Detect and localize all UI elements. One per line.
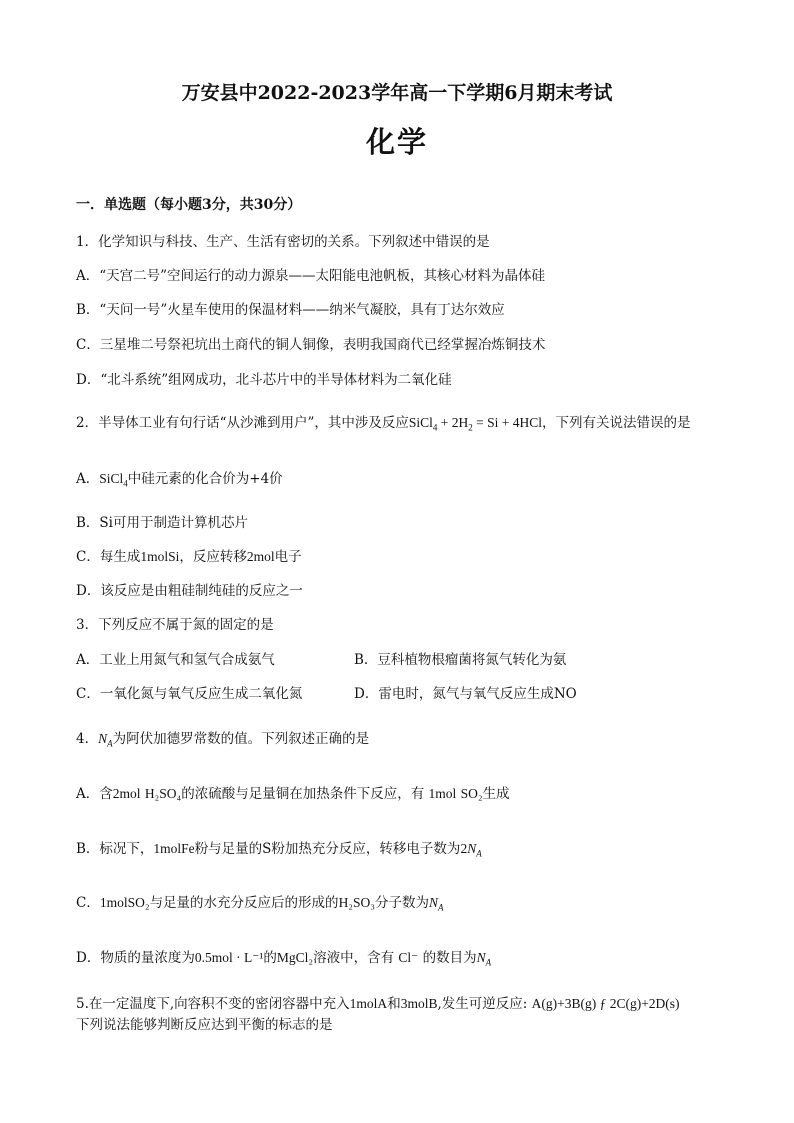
q2-stem (76, 414, 691, 437)
q2-option-a: A．SiCl$_4$中硅元素的化合价为+4价 (76, 471, 283, 489)
subject-title: 化学 (365, 125, 428, 159)
q4-stem: 4．$N_A$为阿伏加德罗常数的值。下列叙述正确的是 (76, 731, 370, 749)
q2-stem-pre: 2．半导体工业有句行话“从沙滩到用户”，其中涉及反应 (76, 415, 409, 431)
q4-option-a: A．含2mol H₂SO₄的浓硫酸与足量铜在加热条件下反应，有 1mol SO₂生成 (76, 786, 510, 802)
q2-option-c: C．每生成1molSi，反应转移2mol电子 (76, 549, 302, 565)
q3-option-a: A．工业上用氮气和氢气合成氨气 (76, 652, 275, 668)
q2-option-a-formula: SiCl$_4$ (99, 471, 128, 489)
q4-option-c: C．1molSO₂与足量的水充分反应后的形成的H₂SO₃分子数为$N_A$ (76, 895, 444, 913)
q1-stem: 1．化学知识与科技、生产、生活有密切的关系。下列叙述中错误的是 (76, 234, 490, 250)
q4-option-b: B．标况下，1molFe粉与足量的S粉加热充分反应，转移电子数为$2N_A$ (76, 841, 482, 859)
q3-stem: 3．下列反应不属于氮的固定的是 (76, 617, 274, 633)
q1-option-b: B．“天问一号”火星车使用的保温材料——纳米气凝胶，具有丁达尔效应 (76, 302, 505, 318)
q5-stem: 5.在一定温度下,向容积不变的密闭容器中充入1molA和3molB,发生可逆反应: A(g)+3B(g) ƒ 2C(g)+2D(s) (76, 996, 680, 1012)
section-heading: 一．单选题（每小题3分，共30分） (76, 197, 302, 213)
q2-option-d: D．该反应是由粗硅制纯硅的反应之一 (76, 583, 303, 599)
q2-equation: SiCl$_4$ + $2H_2 = Si + 4HCl$ (408, 415, 543, 433)
na-symbol: $N_A$ (98, 731, 113, 749)
q3-option-b: B．豆科植物根瘤菌将氮气转化为氨 (354, 652, 567, 668)
q1-option-d: D．“北斗系统”组网成功，北斗芯片中的半导体材料为二氧化硅 (76, 372, 452, 388)
q5-equation: A(g)+3B(g) ƒ 2C(g)+2D(s) (531, 996, 680, 1011)
q5-stem-line2: 下列说法能够判断反应达到平衡的标志的是 (76, 1017, 333, 1033)
q3-option-d: D．雷电时，氮气与氧气反应生成NO (354, 686, 577, 702)
q4-option-d: D．物质的量浓度为0.5mol · L⁻¹的MgCl₂溶液中，含有 Cl⁻ 的数目为$N_A$ (76, 950, 492, 968)
q1-option-a: A．“天宫二号”空间运行的动力源泉——太阳能电池帆板，其核心材料为晶体硅 (76, 268, 546, 284)
exam-title: 万安县中2022-2023学年高一下学期6月期末考试 (181, 82, 613, 104)
q2-option-b: B．Si可用于制造计算机芯片 (76, 515, 248, 531)
q2-stem-post: ，下列有关说法错误的是 (542, 415, 691, 431)
q1-option-c: C．三星堆二号祭祀坑出土商代的铜人铜像，表明我国商代已经掌握冶炼铜技术 (76, 337, 546, 353)
q3-option-c: C．一氧化氮与氧气反应生成二氧化氮 (76, 686, 303, 702)
